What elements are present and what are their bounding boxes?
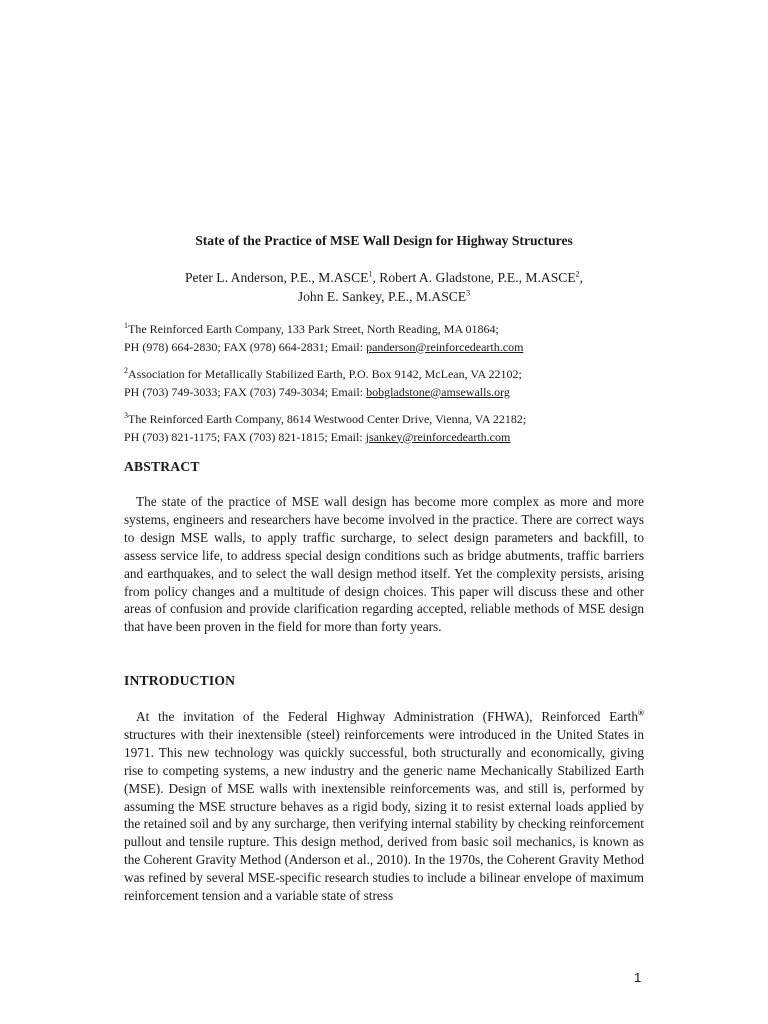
abstract-body: The state of the practice of MSE wall design has become more complex as more and more systems, engineers and researchers have become involved in the practice. There are correct ways to design MSE walls, to apply traffic surcharge, to select design parameters and backfill, to assess service life, to address special design conditions such as bridge abutments, traffic barriers and earthquakes, and to select the wall design method itself. Yet the complexity persists, arising from policy changes and a multitude of design choices. This paper will discuss these and other areas of confusion and provide clarification regarding accepted, reliable methods of MSE design that have been proven in the field for more than forty years. xyxy=(124,494,644,635)
affiliation-contact: PH (703) 749-3033; FAX (703) 749-3034; Email: xyxy=(124,384,367,399)
affiliation-org: Association for Metallically Stabilized Earth, P.O. Box 9142, McLean, VA 22102; xyxy=(128,367,522,381)
affiliation-marker: 3 xyxy=(124,411,128,420)
author-affiliation-marker: 1 xyxy=(368,269,373,279)
abstract-heading: ABSTRACT xyxy=(124,459,200,474)
author-list xyxy=(0,268,768,306)
affiliation-1 xyxy=(124,321,664,356)
paper-title: State of the Practice of MSE Wall Design for Highway Structures xyxy=(195,233,573,248)
registered-trademark-symbol: ® xyxy=(638,708,644,718)
affiliation-contact: PH (978) 664-2830; FAX (978) 664-2831; Email: xyxy=(124,339,367,354)
introduction-text-start: At the invitation of the Federal Highway Administration (FHWA), Reinforced Earth xyxy=(136,709,639,724)
affiliation-contact: PH (703) 821-1175; FAX (703) 821-1815; Email: xyxy=(124,429,366,444)
introduction-heading: INTRODUCTION xyxy=(124,673,236,688)
affiliation-org: The Reinforced Earth Company, 8614 Westwood Center Drive, Vienna, VA 22182; xyxy=(128,412,527,426)
author-affiliation-marker: 2 xyxy=(575,269,580,279)
author-affiliation-marker: 3 xyxy=(466,288,471,298)
author-separator: , xyxy=(579,270,584,285)
page-number: 1 xyxy=(634,970,642,985)
author-name: Robert A. Gladstone, P.E., M.ASCE xyxy=(379,270,576,285)
author-name: John E. Sankey, P.E., M.ASCE xyxy=(297,289,467,304)
affiliation-org: The Reinforced Earth Company, 133 Park Street, North Reading, MA 01864; xyxy=(128,322,499,336)
affiliation-2 xyxy=(124,366,664,401)
email-link[interactable]: bobgladstone@amsewalls.org xyxy=(366,384,510,399)
email-link[interactable]: panderson@reinforcedearth.com xyxy=(366,339,524,354)
introduction-text-rest: structures with their inextensible (steel) reinforcements were introduced in the United States in 1971. This new technology was quickly successful, both structurally and economically, giving rise to competing systems, a new industry and the generic name Mechanically Stabilized Earth (MSE). Design of MSE walls with inextensible reinforcements was, and still is, performed by assuming the MSE structure behaves as a rigid body, sizing it to resist external loads applied by the retained soil and by any surcharge, then verifying internal stability by checking reinforcement pullout and tensile rupture. This design method, derived from basic soil mechanics, is known as the Coherent Gravity Method (Anderson et al., 2010). In the 1970s, the Coherent Gravity Method was refined by several MSE-specific research studies to include a bilinear envelope of maximum reinforcement tension and a variable state of stress xyxy=(124,726,644,904)
introduction-body xyxy=(124,708,644,905)
affiliation-marker: 1 xyxy=(124,321,128,330)
email-link[interactable]: jsankey@reinforcedearth.com xyxy=(365,429,511,444)
author-name: Peter L. Anderson, P.E., M.ASCE xyxy=(184,270,369,285)
affiliation-3 xyxy=(124,411,664,446)
author-separator: , xyxy=(372,270,380,285)
affiliation-marker: 2 xyxy=(124,366,128,375)
